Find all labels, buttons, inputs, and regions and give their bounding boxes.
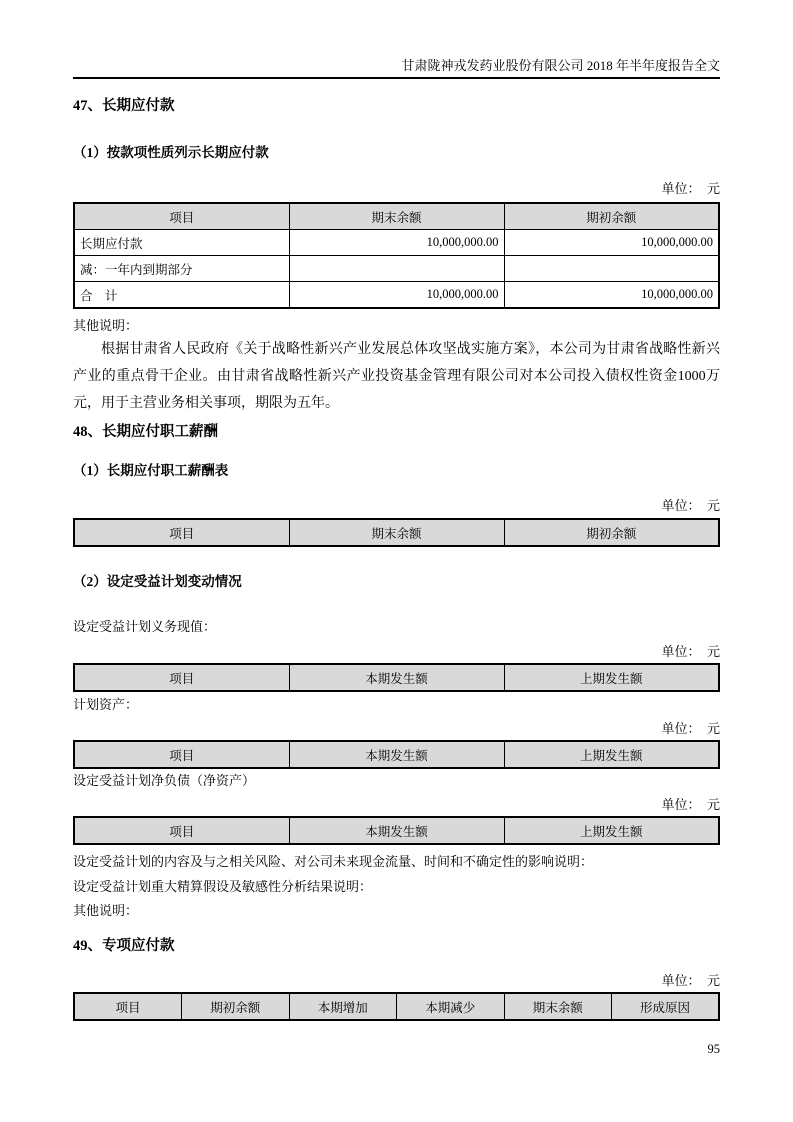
header-cell-item: 项目 — [74, 741, 289, 768]
cell-ending-balance: 10,000,000.00 — [289, 282, 504, 309]
unit-label: 单位： 元 — [661, 721, 720, 736]
other-notes-label: 其他说明： — [73, 318, 139, 333]
header-cell-current-period: 本期发生额 — [289, 741, 504, 768]
cell-item: 合 计 — [74, 282, 289, 309]
header-cell-current-decrease: 本期减少 — [397, 993, 505, 1020]
section-48-heading: 48、长期应付职工薪酬 — [73, 424, 218, 440]
page-number: 95 — [707, 1042, 720, 1056]
header-cell-item: 项目 — [74, 203, 289, 230]
net-liability-table — [73, 816, 720, 845]
obligation-table — [73, 663, 720, 692]
table-row-total — [74, 282, 719, 309]
section-49-heading: 49、专项应付款 — [73, 938, 175, 954]
header-cell-current-period: 本期发生额 — [289, 664, 504, 691]
unit-label: 单位： 元 — [661, 644, 720, 659]
header-cell-beginning-balance: 期初余额 — [504, 519, 719, 546]
long-term-payables-table — [73, 202, 720, 309]
section-48-sub1-heading: （1）长期应付职工薪酬表 — [73, 463, 229, 478]
table-header-row — [74, 741, 719, 768]
cell-item: 长期应付款 — [74, 230, 289, 256]
unit-label: 单位： 元 — [661, 797, 720, 812]
unit-label: 单位： 元 — [661, 181, 720, 196]
section-47-sub-heading: （1）按款项性质列示长期应付款 — [73, 145, 269, 160]
section-48-sub2-heading: （2）设定受益计划变动情况 — [73, 574, 242, 589]
header-cell-prior-period: 上期发生额 — [504, 741, 719, 768]
header-cell-current-period: 本期发生额 — [289, 817, 504, 844]
obligation-present-value-label: 设定受益计划义务现值： — [73, 619, 217, 634]
header-cell-formation-reason: 形成原因 — [612, 993, 720, 1020]
unit-label: 单位： 元 — [661, 498, 720, 513]
header-cell-ending-balance: 期末余额 — [289, 203, 504, 230]
header-cell-item: 项目 — [74, 519, 289, 546]
table-header-row — [74, 664, 719, 691]
table-header-row — [74, 519, 719, 546]
section-47-heading: 47、长期应付款 — [73, 98, 175, 114]
net-liability-label: 设定受益计划净负债（净资产） — [73, 773, 256, 788]
document-header-title: 甘肃陇神戎发药业股份有限公司 2018 年半年度报告全文 — [401, 58, 720, 73]
header-cell-current-increase: 本期增加 — [289, 993, 397, 1020]
table-header-row — [74, 817, 719, 844]
cell-ending-balance: 10,000,000.00 — [289, 230, 504, 256]
table-row — [74, 230, 719, 256]
page-content — [73, 0, 720, 1021]
header-cell-beginning-balance: 期初余额 — [504, 203, 719, 230]
header-cell-item: 项目 — [74, 993, 182, 1020]
header-cell-ending-balance: 期末余额 — [289, 519, 504, 546]
plan-assets-label: 计划资产： — [73, 697, 139, 712]
other-notes-label: 其他说明： — [73, 903, 139, 918]
other-notes-paragraph: 根据甘肃省人民政府《关于战略性新兴产业发展总体攻坚战实施方案》，本公司为甘肃省战略性新兴产业的重点骨干企业。由甘肃省战略性新兴产业投资基金管理有限公司对本公司投入债权性资金1000万元，用于主营业务相关事项，期限为五年。 — [73, 342, 720, 411]
header-cell-item: 项目 — [74, 664, 289, 691]
cell-beginning-balance: 10,000,000.00 — [504, 282, 719, 309]
cell-beginning-balance: 10,000,000.00 — [504, 230, 719, 256]
table-header-row — [74, 993, 719, 1020]
document-header — [73, 0, 720, 79]
header-cell-beginning-balance: 期初余额 — [182, 993, 290, 1020]
plan-assets-table — [73, 740, 720, 769]
cell-beginning-balance — [504, 256, 719, 282]
unit-label: 单位： 元 — [661, 973, 720, 988]
cell-item: 减：一年内到期部分 — [74, 256, 289, 282]
special-payables-table — [73, 992, 720, 1021]
header-cell-item: 项目 — [74, 817, 289, 844]
actuarial-assumption-note-label: 设定受益计划重大精算假设及敏感性分析结果说明： — [73, 879, 373, 894]
salary-payable-table — [73, 518, 720, 547]
risk-impact-note-label: 设定受益计划的内容及与之相关风险、对公司未来现金流量、时间和不确定性的影响说明： — [73, 854, 594, 869]
header-cell-prior-period: 上期发生额 — [504, 817, 719, 844]
table-header-row — [74, 203, 719, 230]
cell-ending-balance — [289, 256, 504, 282]
table-row — [74, 256, 719, 282]
header-cell-ending-balance: 期末余额 — [504, 993, 612, 1020]
header-cell-prior-period: 上期发生额 — [504, 664, 719, 691]
